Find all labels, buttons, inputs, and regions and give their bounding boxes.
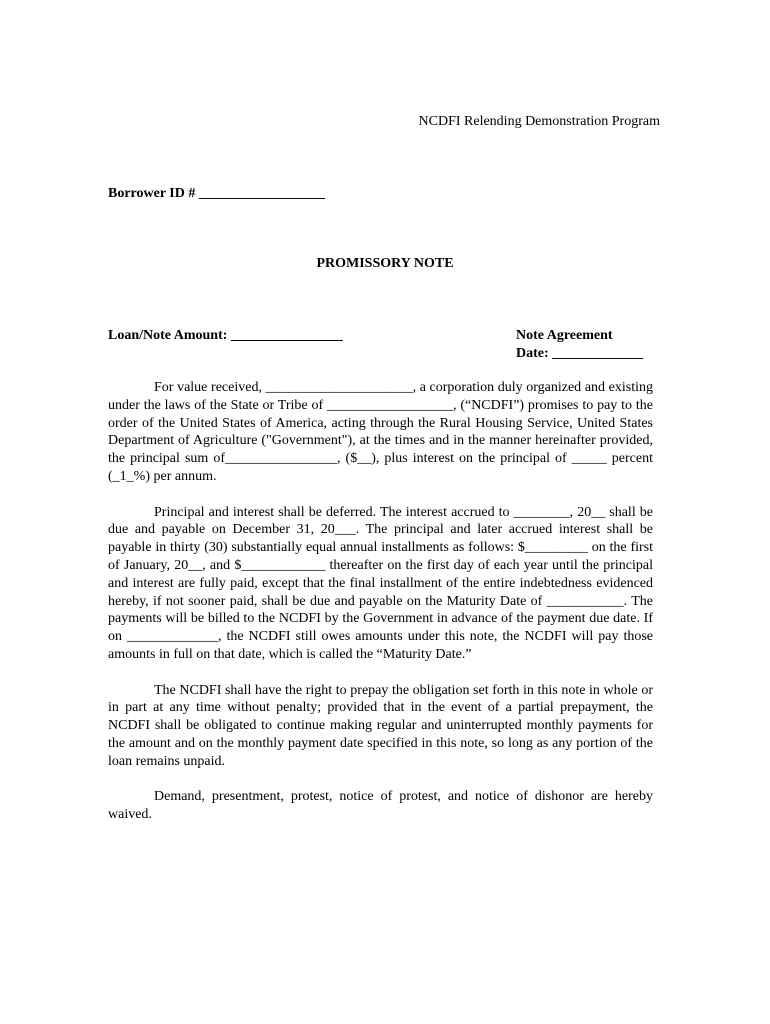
loan-amount-field: Loan/Note Amount: ________________ <box>108 328 343 343</box>
note-agreement-date-field <box>516 327 643 363</box>
paragraph-value-received: For value received, _____________________, a corporation duly organized and existing under the laws of the State or Tribe of __________________, (“NCDFI”) promises to pay to the order of the United States of America, acting through the Rural Housing Service, United States Department of Agriculture ("Government"), at the times and in the manner hereinafter provided, the principal sum of________________, ($__), plus interest on the principal of _____ percent (_1_%) per annum. <box>108 380 653 484</box>
borrower-id-field: Borrower ID # __________________ <box>108 186 325 201</box>
note-agreement-label: Note Agreement <box>516 328 613 343</box>
paragraph-waiver: Demand, presentment, protest, notice of protest, and notice of dishonor are hereby waived. <box>108 789 653 823</box>
program-header: NCDFI Relending Demonstration Program <box>418 114 660 129</box>
note-agreement-date-label: Date: _____________ <box>516 345 644 361</box>
note-body <box>108 379 653 842</box>
document-title: PROMISSORY NOTE <box>316 256 454 271</box>
paragraph-payment-terms: Principal and interest shall be deferred. The interest accrued to ________, 20__ shall be due and payable on December 31, 20___. The principal and later accrued interest shall be payable in thirty (30) substantially equal annual installments as follows: $_________ on the first of January, 20__, and $____________ thereafter on the first day of each year until the principal and interest are fully paid, except that the final installment of the entire indebtedness evidenced hereby, if not sooner paid, shall be due and payable on the Maturity Date of ___________. The payments will be billed to the NCDFI by the Government in advance of the payment due date. If on _____________, the NCDFI still owes amounts under this note, the NCDFI will pay those amounts in full on that date, which is called the “Maturity Date.” <box>108 504 653 662</box>
paragraph-prepayment: The NCDFI shall have the right to prepay the obligation set forth in this note in whole or in part at any time without penalty; provided that in the event of a partial prepayment, the NCDFI shall be obligated to continue making regular and uninterrupted monthly payments for the amount and on the monthly payment date specified in this note, so long as any portion of the loan remains unpaid. <box>108 682 653 769</box>
